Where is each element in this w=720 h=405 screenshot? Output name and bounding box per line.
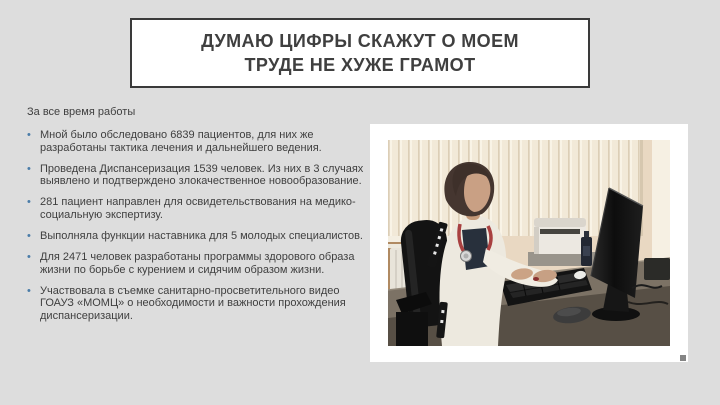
bullet-icon: •	[27, 230, 31, 243]
list-item	[27, 230, 365, 242]
body-text-block	[27, 106, 365, 331]
doctor-at-computer-photo	[388, 140, 670, 346]
bullet-item-text: Для 2471 человек разработаны программы здорового образа жизни по борьбе с курением и сидячим образом жизни.	[40, 251, 355, 276]
bullet-icon: •	[27, 162, 31, 175]
bullet-icon: •	[27, 251, 31, 264]
bullet-item-text: 281 пациент направлен для освидетельствования на медико-социальную экспертизу.	[40, 196, 356, 221]
bullet-item-text: Участвовала в съемке санитарно-просветительного видео ГОАУЗ «МОМЦ» о необходимости и важности прохождения диспансеризации.	[40, 284, 346, 322]
bullet-icon: •	[27, 129, 31, 142]
photo-frame	[370, 124, 688, 362]
list-item	[27, 251, 365, 276]
list-item	[27, 129, 365, 154]
slide-title: ДУМАЮ ЦИФРЫ СКАЖУТ О МОЕМ ТРУДЕ НЕ ХУЖЕ ГРАМОТ	[201, 31, 519, 75]
list-item	[27, 163, 365, 188]
intro-line: За все время работы	[27, 106, 136, 118]
bullet-icon: •	[27, 196, 31, 209]
title-box	[130, 18, 590, 88]
bullet-item-text: Выполняла функции наставника для 5 молодых специалистов.	[40, 230, 363, 243]
bullet-list	[27, 129, 365, 322]
corner-square	[680, 355, 686, 361]
bullet-item-text: Проведена Диспансеризация 1539 человек. Из них в 3 случаях выявлено и подтверждено злокачественное новообразование.	[40, 162, 364, 188]
bullet-item-text: Мной было обследовано 6839 пациентов, для них же разработаны тактика лечения и дальнейшего ведения.	[40, 129, 322, 154]
photo-chair-seat	[396, 312, 428, 346]
bullet-icon: •	[27, 284, 31, 297]
list-item	[27, 196, 365, 221]
list-item	[27, 285, 365, 322]
